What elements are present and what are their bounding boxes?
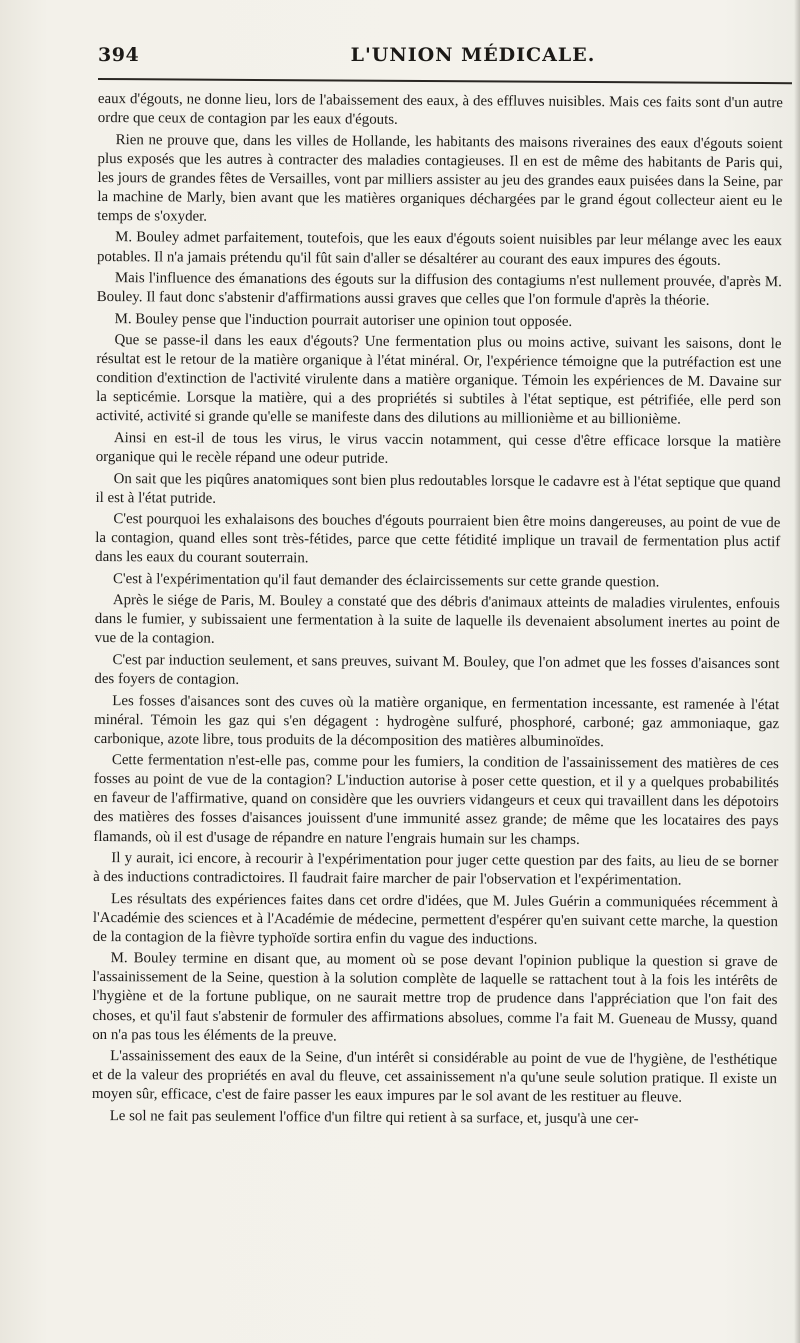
paragraph: Les résultats des expériences faites dans cet ordre d'idées, que M. Jules Guérin a communiquées récemment à l'Académie des sciences et à l'Académie de médecine, permettent d'espérer qu'en suivant cette marche, la question de la contagion de la fièvre typhoïde sortira enfin du vague des inductions. bbox=[92, 890, 779, 948]
paragraph: C'est par induction seulement, et sans preuves, suivant M. Bouley, que l'on admet que les fosses d'aisances sont des foyers de contagion. bbox=[94, 652, 780, 688]
paragraph: Il y aurait, ici encore, à recourir à l'expérimentation pour juger cette question par des faits, au lieu de se borner à des inductions contradictoires. Il faudrait faire marcher de pair l'observation et l'expérimentation. bbox=[93, 850, 779, 889]
paragraph: Cette fermentation n'est-elle pas, comme pour les fumiers, la condition de l'assainissement des matières de ces fosses au point de vue de la contagion? L'induction autorise à poser cette question, et il y a quelques probabilités en faveur de l'affirmative, quand on considère que les ouvriers vidangeurs et ceux qui travaillent dans les dépotoirs des matières des fosses d'aisances jouissent d'une immunité assez grande; de même que les locataires des pays flamands, où il est d'usage de répandre en nature l'engrais humain sur les champs. bbox=[93, 752, 779, 848]
page-header bbox=[98, 40, 788, 76]
paragraph: C'est à l'expérimentation qu'il faut demander des éclaircissements sur cette grande question. bbox=[112, 570, 660, 591]
paragraph: eaux d'égouts, ne donne lieu, lors de l'abaissement des eaux, à des effluves nuisibles. Mais ces faits sont d'un autre ordre que ceux de contagion par les eaux d'égouts. bbox=[97, 90, 783, 128]
paragraph: C'est pourquoi les exhalaisons des bouches d'égouts pourraient bien être moins dangereuses, au point de vue de la contagion, quand elles sont très-fétides, parce que cette fétidité implique un travail de fermentation plus actif dans les eaux du courant souterrain. bbox=[95, 511, 781, 567]
header-rule bbox=[98, 78, 792, 84]
body-text bbox=[92, 90, 783, 1132]
paragraph: Après le siége de Paris, M. Bouley a constaté que des débris d'animaux atteints de maladies virulentes, enfouis dans le fumier, y subissaient une fermentation à la suite de laquelle ils devenaient absolument inertes au point de vue de la contagion. bbox=[94, 592, 780, 648]
paragraph: L'assainissement des eaux de la Seine, d'un intérêt si considérable au point de vue de l'hygiène, de l'esthétique et de la valeur des propriétés en aval du fleuve, cet assainissement n'a qu'une seule solution pratique. Il existe un moyen sûr, efficace, c'est de faire passer les eaux impures par le sol avant de les restituer au fleuve. bbox=[91, 1048, 778, 1106]
paragraph: Que se passe-il dans les eaux d'égouts? Une fermentation plus ou moins active, suivant les saisons, dont le résultat est le retour de la matière organique à l'état minéral. Or, l'expérience témoigne que la putréfaction est une condition d'extinction de l'activité virulente dans a matière organique. Témoin les expériences de M. Davaine sur la septicémie. Lorsque la matière, qui a des propriétés si subtiles à l'état septique, est pétrifiée, elle perd son activité, activité si grande qu'elle se manifeste dans des dilutions au millionième et au billionième. bbox=[95, 332, 782, 429]
page-edge-shadow bbox=[794, 0, 800, 1343]
paragraph: M. Bouley pense que l'induction pourrait autoriser une opinion tout opposée. bbox=[114, 310, 573, 330]
paragraph: Mais l'influence des émanations des égouts sur la diffusion des contagiums n'est nullement prouvée, d'après M. Bouley. Il faut donc s'abstenir d'affirmations aussi graves que celles que l'on formule d'après la théorie. bbox=[96, 270, 782, 309]
paragraph: M. Bouley termine en disant que, au moment où se pose devant l'opinion publique la question si grave de l'assainissement de la Seine, question à la solution complète de laquelle se rattachent tout à la fois les intérêts de l'hygiène et de la fortune publique, on ne saurait mettre trop de prudence dans l'appréciation que l'on fait des choses, et qu'il faut s'abstenir de formuler des affirmations absolues, comme l'a fait M. Gueneau de Mussy, quand on n'a pas tous les éléments de la preuve. bbox=[92, 950, 778, 1045]
paragraph: Le sol ne fait pas seulement l'office d'un filtre qui retient à sa surface, et, jusqu'à une cer- bbox=[109, 1107, 639, 1128]
page-number: 394 bbox=[98, 44, 140, 66]
paragraph: Les fosses d'aisances sont des cuves où la matière organique, en fermentation incessante, est ramenée à l'état minéral. Témoin les gaz qui s'en dégagent : hydrogène sulfuré, phosphoré, carboné; gaz ammoniaque, gaz carbonique, azote libre, tous produits de la décomposition des matières albuminoïdes. bbox=[93, 692, 780, 750]
paragraph: M. Bouley admet parfaitement, toutefois, que les eaux d'égouts soient nuisibles par leur mélange avec les eaux potables. Il n'a jamais prétendu qu'il fût sain d'aller se désaltérer au courant des eaux impures des égouts. bbox=[96, 229, 783, 269]
journal-title: L'UNION MÉDICALE. bbox=[350, 44, 596, 66]
paragraph: Ainsi en est-il de tous les virus, le virus vaccin notamment, qui cesse d'être efficace lorsque la matière organique qui le recèle répand une odeur putride. bbox=[95, 430, 781, 467]
paragraph: On sait que les piqûres anatomiques sont bien plus redoutables lorsque le cadavre est à l'état septique que quand il est à l'état putride. bbox=[95, 470, 781, 507]
paragraph: Rien ne prouve que, dans les villes de Hollande, les habitants des maisons riveraines des eaux d'égouts soient plus exposés que les autres à contracter des maladies contagieuses. Il en est de même des habitants de Paris qui, les jours de grandes fêtes de Versailles, vont par milliers assister au jeu des grandes eaux puisées dans la Seine, par la machine de Marly, bien avant que les matières organiques déchargées par le grand égout collecteur aient eu le temps de s'oxyder. bbox=[97, 131, 783, 225]
